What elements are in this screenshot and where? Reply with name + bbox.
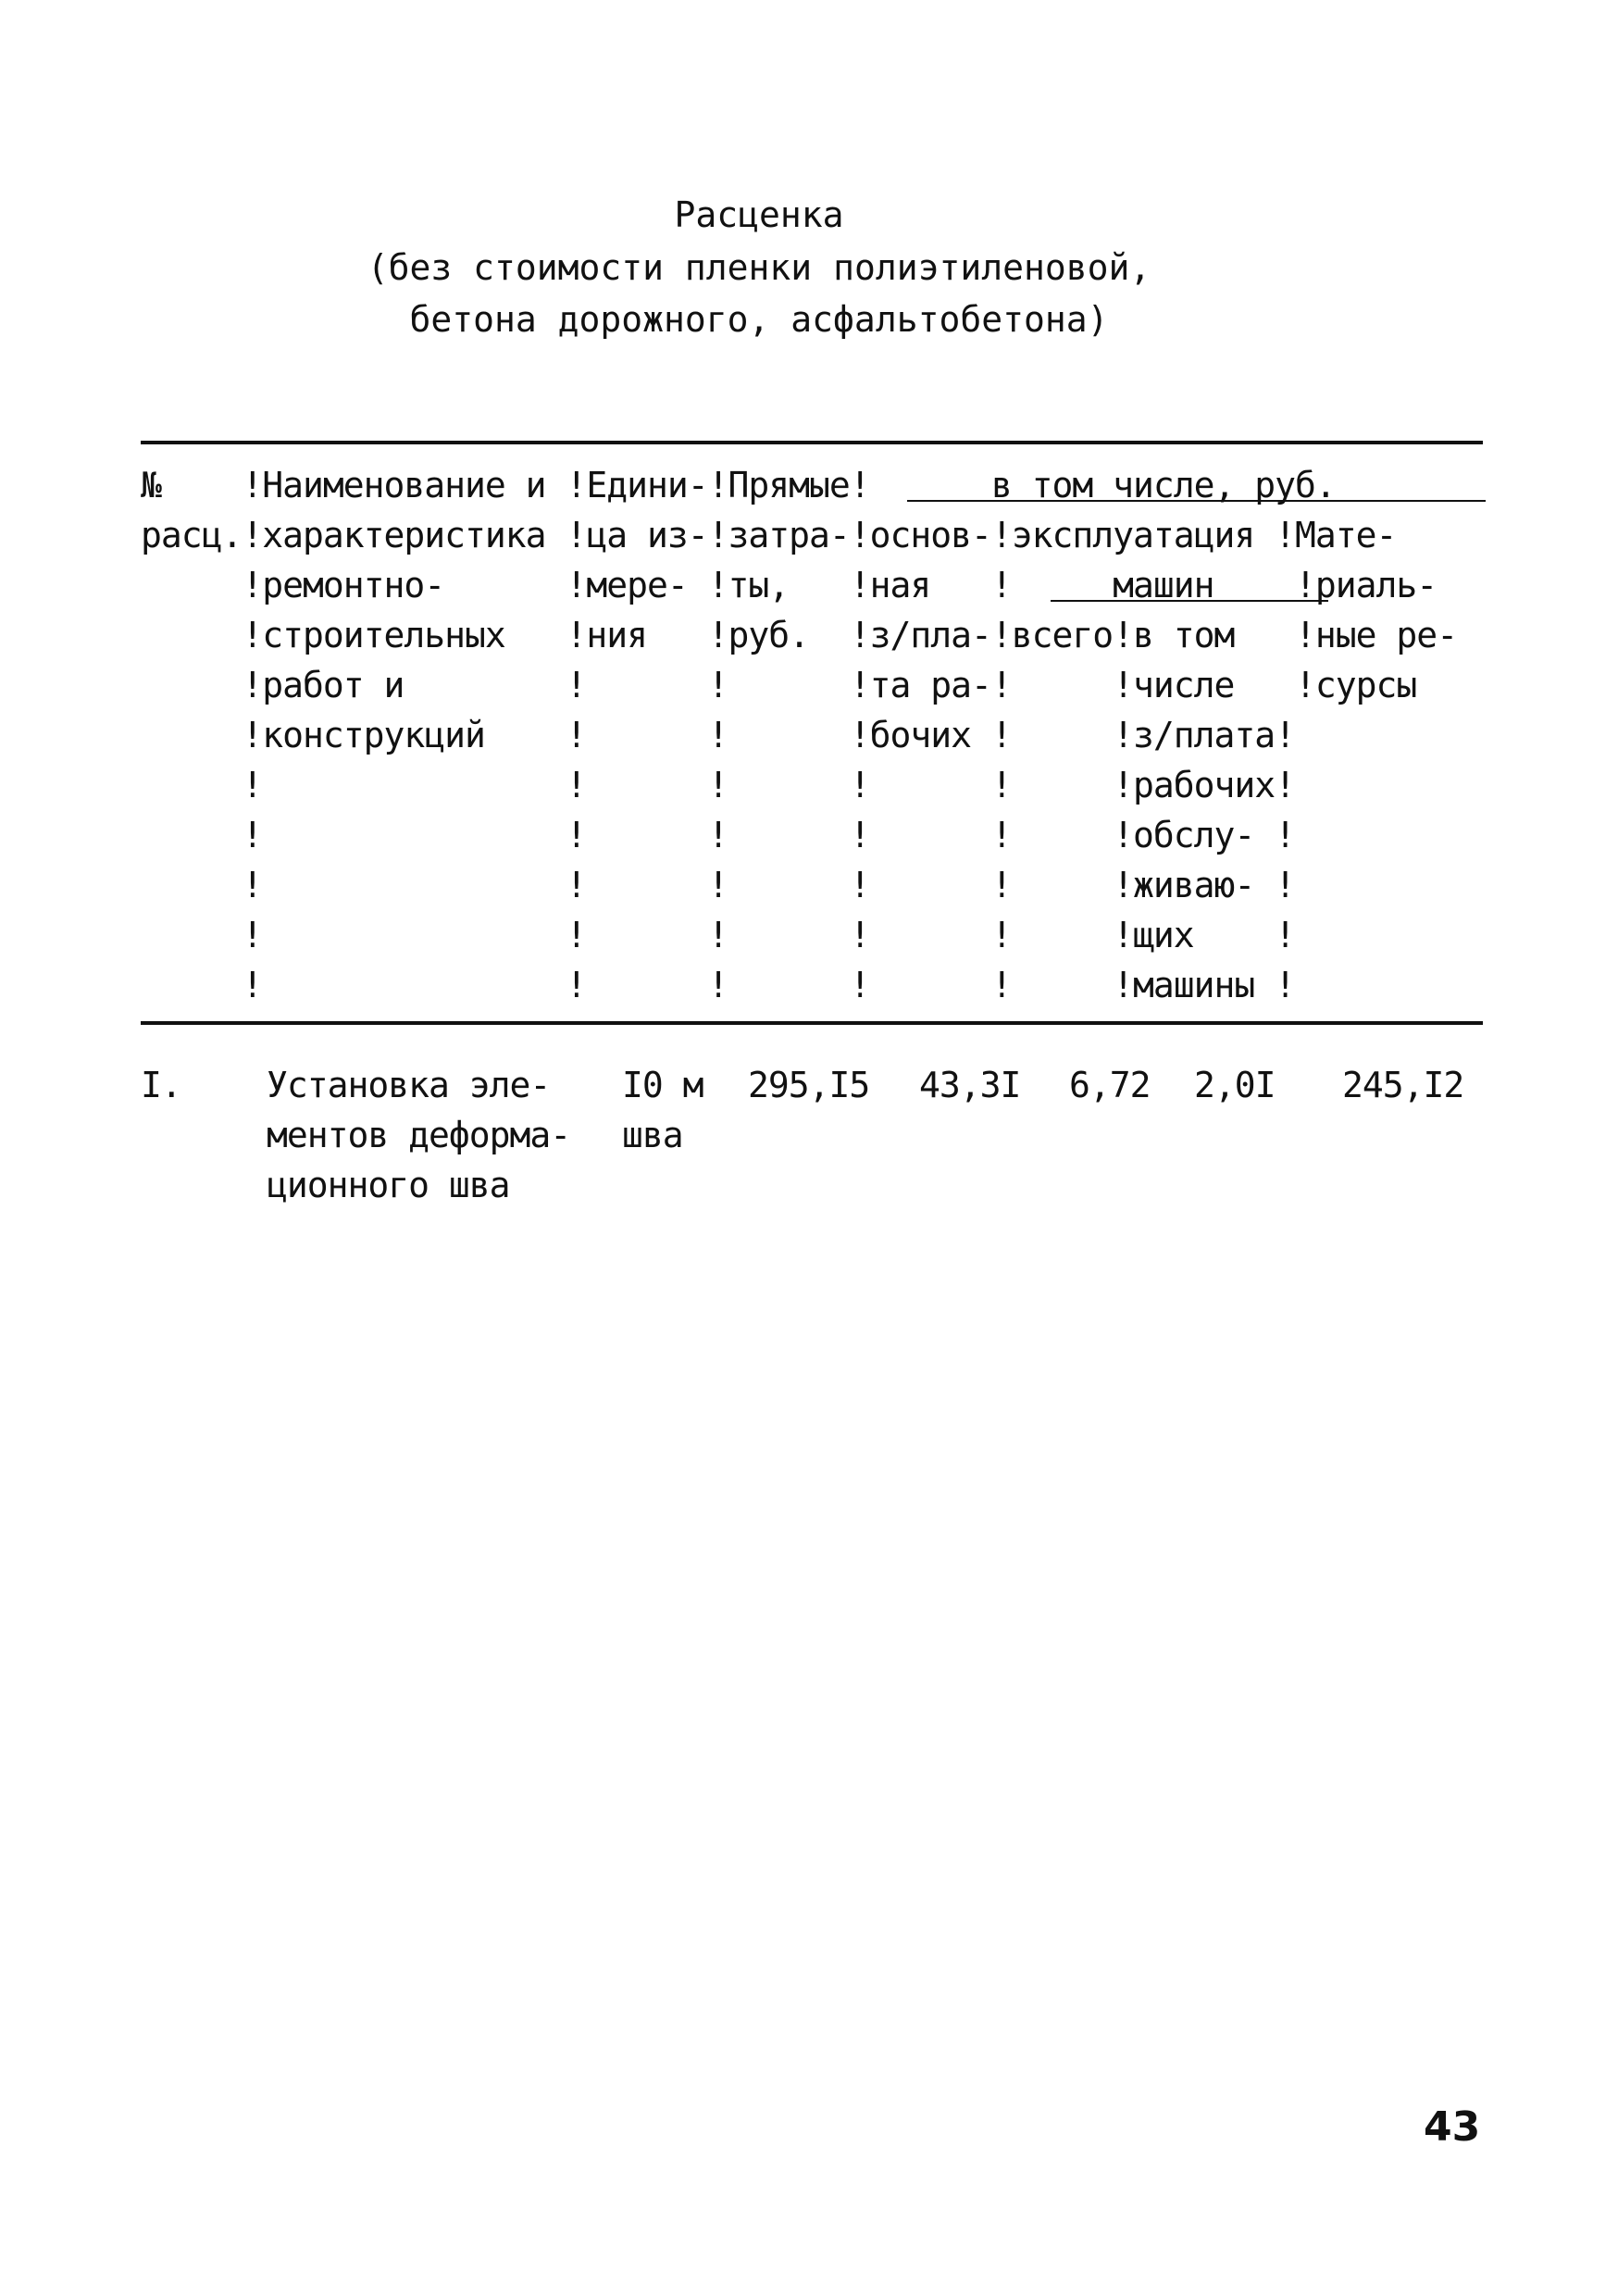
header-line-5: !работ и ! ! !та ра-! !числе !сурсы <box>141 665 1417 705</box>
header-line-7: ! ! ! ! ! !рабочих! <box>141 765 1296 805</box>
header-line-4: !строительных !ния !руб. !з/пла-!всего!в том !ные ре- <box>141 615 1458 655</box>
row-machines-wages: 2,0I <box>1194 1065 1276 1105</box>
header-line-11: ! ! ! ! ! !машины ! <box>141 965 1296 1005</box>
document-title: Расценка <box>674 194 844 235</box>
row-materials: 245,I2 <box>1342 1065 1464 1105</box>
table-top-rule <box>141 441 1483 444</box>
row-unit-line-2: шва <box>622 1115 683 1155</box>
table-header-bottom-rule <box>141 1021 1483 1025</box>
document-subtitle-line-2: бетона дорожного, асфальтобетона) <box>409 299 1109 340</box>
row-machines-total: 6,72 <box>1069 1065 1151 1105</box>
header-line-3: !ремонтно- !мере- !ты, !ная ! машин !риаль- <box>141 565 1438 605</box>
row-wages: 43,3I <box>919 1065 1021 1105</box>
document-subtitle-line-1: (без стоимости пленки полиэтиленовой, <box>367 247 1151 288</box>
header-line-6: !конструкций ! ! !бочих ! !з/плата! <box>141 715 1296 755</box>
row-name-line-1: Установка эле- <box>267 1065 551 1105</box>
header-line-8: ! ! ! ! ! !обслу- ! <box>141 815 1296 855</box>
row-number: I. <box>141 1065 181 1105</box>
header-line-1: № !Наименование и !Едини-!Прямые! в том числе, руб. <box>141 465 1336 505</box>
header-line-9: ! ! ! ! ! !живаю- ! <box>141 865 1296 905</box>
header-line-2: расц.!характеристика !ца из-!затра-!основ-!эксплуатация !Мате- <box>141 515 1397 555</box>
row-name-line-3: ционного шва <box>267 1165 510 1205</box>
row-name-line-2: ментов деформа- <box>267 1115 571 1155</box>
row-unit-line-1: I0 м <box>622 1065 703 1105</box>
page-number: 43 <box>1424 2103 1481 2151</box>
header-line-10: ! ! ! ! ! !щих ! <box>141 915 1296 955</box>
row-direct-costs: 295,I5 <box>748 1065 870 1105</box>
